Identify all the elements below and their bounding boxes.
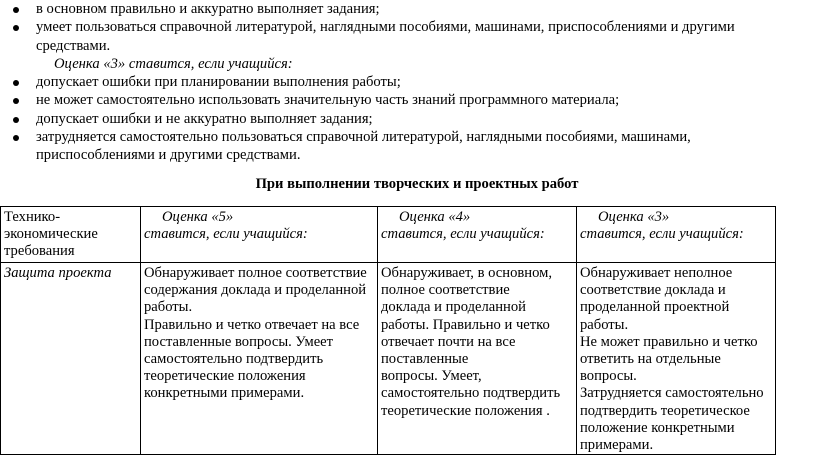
grade4-cell: Обнаруживает, в основном, полное соответствие доклада и проделанной работы. Правильно и четко отвечает почти на все поставленные вопросы. Умеет, самостоятельно подтвердить теоретические положения . [378,263,577,455]
criterion-cell: Защита проекта [1,263,141,455]
criterion-header: Технико- экономические требования [1,207,141,263]
bullet-icon [13,80,19,86]
bullet-icon [13,135,19,141]
bullet-icon [13,7,19,13]
grade3-header: Оценка «3» ставится, если учащийся: [577,207,776,263]
list-item [0,110,816,128]
grade3-cell: Обнаруживает неполное соответствие доклада и проделанной проектной работы. Не может правильно и четко ответить на отдельные вопросы. Затрудняется самостоятельно подтвердить теоретическое положение конкретными примерами. [577,263,776,455]
bullet-list [0,0,816,165]
list-item-text: не может самостоятельно использовать значительную часть знаний программного материала; [36,92,620,109]
grade5-header: Оценка «5» ставится, если учащийся: [141,207,378,263]
grade3-heading: Оценка «3» ставится, если учащийся: [54,55,293,72]
table-header-row [1,207,776,263]
list-item [0,73,816,91]
table-row [1,263,776,455]
list-item [0,91,816,109]
bullet-icon [13,25,19,31]
grade5-cell: Обнаруживает полное соответствие содержания доклада и проделанной работы. Правильно и четко отвечает на все поставленные вопросы. Умеет самостоятельно подтвердить теоретические положения конкретными примерами. [141,263,378,455]
list-item-text: в основном правильно и аккуратно выполняет задания; [36,1,380,17]
bullet-icon [13,98,19,104]
list-item [0,18,776,55]
list-item-text: допускает ошибки при планировании выполнения работы; [36,74,401,91]
bullet-icon [13,117,19,123]
list-item-text: умеет пользоваться справочной литературой, наглядными пособиями, машинами, приспособлениями и другими средствами. [36,19,735,54]
list-item [0,0,816,18]
assessment-table [0,206,776,455]
list-item-text: допускает ошибки и не аккуратно выполняет задания; [36,110,373,127]
grade4-header: Оценка «4» ставится, если учащийся: [378,207,577,263]
section-title: При выполнении творческих и проектных работ [255,176,579,192]
list-item [0,128,736,165]
list-item-text: затрудняется самостоятельно пользоваться справочной литературой, наглядными пособиями, машинами, приспособлениями и другими средствами. [36,129,691,164]
